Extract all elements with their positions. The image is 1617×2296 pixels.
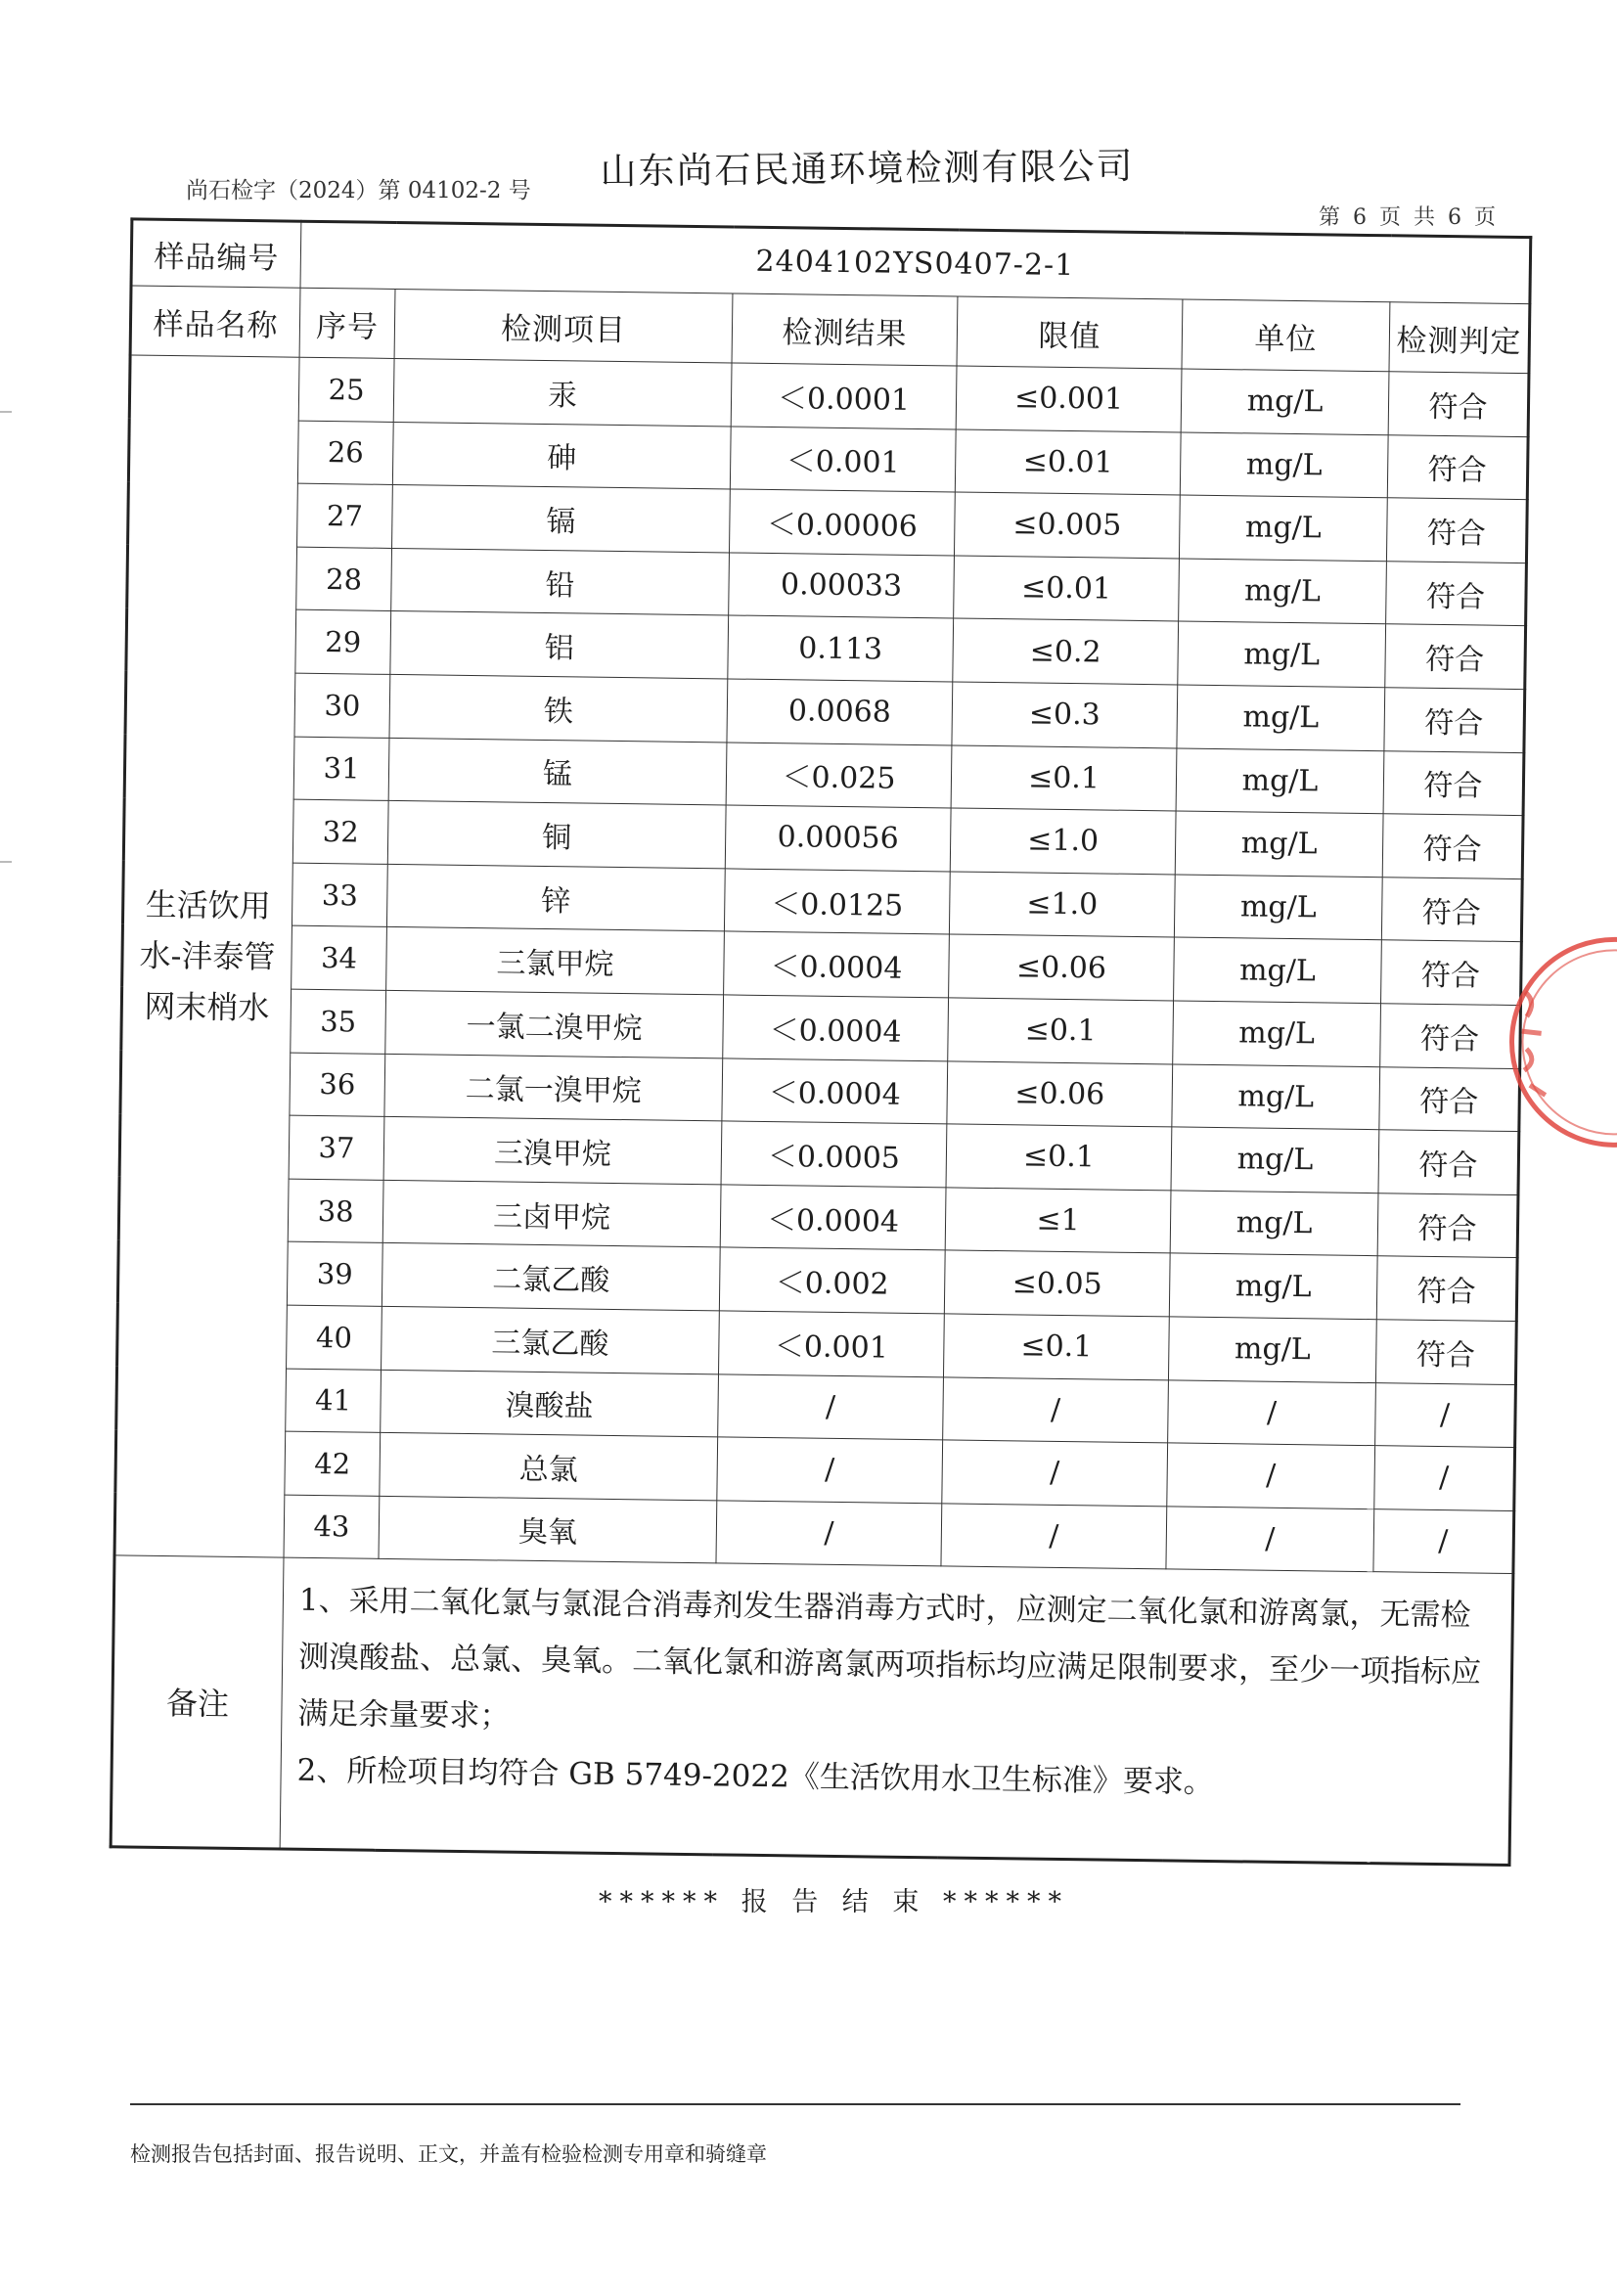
judgement-header: 检测判定 (1389, 302, 1530, 374)
seq-cell: 41 (286, 1369, 382, 1433)
limit-cell: ≤0.06 (949, 934, 1175, 1001)
result-cell: / (717, 1437, 943, 1504)
remarks-label: 备注 (111, 1555, 284, 1849)
sample-name-header: 样品名称 (130, 286, 300, 357)
result-cell: ＜0.0004 (720, 1185, 946, 1251)
limit-cell: ≤0.06 (947, 1060, 1173, 1127)
unit-cell: mg/L (1178, 621, 1386, 687)
seq-cell: 29 (295, 610, 391, 675)
limit-cell: ≤0.3 (952, 682, 1178, 748)
item-cell: 砷 (392, 422, 731, 489)
judgement-cell: 符合 (1376, 1256, 1517, 1321)
report-number: 尚石检字（2024）第 04102-2 号 (186, 178, 531, 203)
result-cell: ＜0.0004 (723, 995, 949, 1061)
result-cell: ＜0.001 (719, 1311, 945, 1377)
judgement-cell: 符合 (1378, 1130, 1519, 1194)
limit-cell: ≤0.005 (954, 492, 1180, 559)
judgement-cell: / (1374, 1446, 1515, 1510)
seq-cell: 30 (294, 673, 390, 738)
seq-cell: 38 (288, 1179, 383, 1243)
seq-cell: 31 (293, 737, 389, 801)
result-cell: / (718, 1373, 944, 1440)
limit-cell: ≤0.05 (944, 1250, 1170, 1317)
item-cell: 铝 (390, 611, 729, 679)
result-cell: ＜0.0004 (724, 931, 950, 998)
unit-cell: mg/L (1169, 1253, 1377, 1319)
result-cell: ＜0.0004 (722, 1058, 948, 1124)
unit-cell: mg/L (1179, 495, 1387, 561)
unit-cell: mg/L (1174, 937, 1382, 1003)
unit-cell: mg/L (1174, 875, 1382, 940)
judgement-cell: 符合 (1381, 940, 1522, 1005)
unit-header: 单位 (1182, 299, 1390, 372)
report-end-mark: ****** 报 告 结 束 ****** (599, 1887, 1069, 1917)
judgement-cell: 符合 (1379, 1066, 1520, 1131)
remarks-row (111, 1555, 1513, 1866)
item-cell: 铅 (391, 548, 730, 615)
result-cell: ＜0.0005 (721, 1121, 947, 1188)
result-cell: ＜0.00006 (729, 489, 955, 556)
seq-cell: 42 (285, 1431, 381, 1496)
limit-cell: ≤0.001 (956, 366, 1182, 432)
item-cell: 铁 (389, 674, 728, 742)
seq-header: 序号 (299, 288, 395, 358)
sample-code-label: 样品编号 (131, 219, 301, 288)
unit-cell: / (1166, 1507, 1374, 1572)
seq-cell: 37 (289, 1115, 384, 1180)
seq-cell: 43 (284, 1495, 380, 1559)
limit-cell: ≤0.01 (954, 556, 1180, 622)
item-cell: 锰 (388, 738, 727, 805)
result-cell: 0.113 (728, 615, 954, 682)
seq-cell: 39 (287, 1241, 382, 1306)
unit-cell: mg/L (1176, 748, 1384, 814)
item-cell: 三卤甲烷 (382, 1180, 721, 1247)
seq-cell: 26 (297, 421, 393, 485)
item-header: 检测项目 (394, 289, 733, 363)
result-cell: ＜0.0001 (731, 363, 957, 429)
seq-cell: 35 (291, 989, 386, 1054)
result-cell: ＜0.025 (726, 743, 952, 809)
seq-cell: 33 (292, 863, 387, 927)
seq-cell: 32 (292, 799, 388, 864)
unit-cell: mg/L (1180, 432, 1388, 498)
limit-cell: ≤0.2 (953, 618, 1179, 685)
item-cell: 锌 (386, 864, 725, 931)
unit-cell: / (1167, 1443, 1375, 1508)
page-indicator: 第 6 页 共 6 页 (1319, 205, 1496, 230)
item-cell: 镉 (392, 485, 731, 553)
result-cell: 0.00056 (725, 805, 951, 872)
result-cell: 0.00033 (729, 553, 955, 619)
result-cell: / (716, 1501, 942, 1567)
limit-cell: ≤0.1 (951, 745, 1177, 812)
limit-cell: / (941, 1504, 1167, 1570)
unit-cell: mg/L (1170, 1191, 1378, 1256)
unit-cell: mg/L (1179, 559, 1387, 624)
judgement-cell: 符合 (1386, 562, 1527, 626)
limit-cell: / (943, 1376, 1169, 1443)
footer-note: 检测报告包括封面、报告说明、正文，并盖有检验检测专用章和骑缝章 (130, 2142, 767, 2166)
remarks-content (280, 1557, 1513, 1865)
sample-name-cell: 生活饮用水-沣泰管网末梢水 (114, 355, 299, 1557)
limit-cell: ≤0.1 (943, 1314, 1169, 1380)
seq-cell: 36 (290, 1053, 385, 1117)
judgement-cell: 符合 (1383, 750, 1524, 815)
unit-cell: mg/L (1181, 369, 1389, 434)
result-cell: ＜0.002 (719, 1247, 945, 1314)
judgement-cell: / (1375, 1382, 1516, 1447)
seq-cell: 27 (297, 483, 393, 548)
unit-cell: mg/L (1171, 1127, 1379, 1193)
limit-cell: ≤1 (945, 1188, 1171, 1254)
judgement-cell: 符合 (1377, 1193, 1518, 1257)
unit-cell: mg/L (1173, 1001, 1381, 1066)
item-cell: 一氯二溴甲烷 (385, 990, 724, 1058)
unit-cell: mg/L (1175, 811, 1383, 877)
sample-code-value: 2404102YS0407-2-1 (300, 221, 1531, 303)
seq-cell: 40 (287, 1305, 382, 1370)
unit-cell: mg/L (1172, 1063, 1380, 1129)
official-seal-stamp (1496, 923, 1617, 1160)
limit-cell: ≤0.1 (948, 998, 1174, 1064)
judgement-cell: 符合 (1387, 434, 1528, 499)
item-cell: 总氯 (380, 1432, 718, 1500)
limit-cell: / (942, 1440, 1168, 1507)
result-header: 检测结果 (732, 293, 958, 366)
item-cell: 二氯乙酸 (382, 1243, 720, 1311)
remark-item: 1、采用二氧化氯与氯混合消毒剂发生器消毒方式时，应测定二氧化氯和游离氯，无需检测溴酸盐、总氯、臭氧。二氧化氯和游离氯两项指标均应满足限制要求，至少一项指标应满足余量要求； (297, 1583, 1482, 1734)
judgement-cell: 符合 (1381, 877, 1522, 941)
item-cell: 二氯一溴甲烷 (384, 1054, 723, 1121)
seq-cell: 28 (296, 547, 392, 611)
judgement-cell: / (1373, 1508, 1514, 1573)
judgement-cell: 符合 (1388, 372, 1529, 436)
seq-cell: 34 (292, 925, 387, 990)
unit-cell: mg/L (1168, 1317, 1376, 1382)
company-name: 山东尚石民通环境检测有限公司 (600, 145, 1135, 193)
unit-cell: / (1168, 1379, 1376, 1445)
result-cell: ＜0.001 (730, 427, 956, 493)
limit-header: 限值 (957, 296, 1183, 369)
item-cell: 溴酸盐 (381, 1370, 719, 1437)
item-cell: 三氯乙酸 (382, 1306, 720, 1373)
item-cell: 汞 (393, 358, 732, 426)
item-cell: 臭氧 (379, 1496, 717, 1563)
judgement-cell: 符合 (1384, 688, 1525, 752)
limit-cell: ≤0.1 (946, 1124, 1172, 1191)
judgement-cell: 符合 (1380, 1004, 1521, 1068)
judgement-cell: 符合 (1382, 814, 1523, 878)
judgement-cell: 符合 (1375, 1320, 1516, 1384)
remark-item: 2、所检项目均符合 GB 5749-2022《生活饮用水卫生标准》要求。 (296, 1753, 1215, 1801)
limit-cell: ≤1.0 (950, 808, 1176, 875)
result-cell: ＜0.0125 (724, 869, 950, 935)
limit-cell: ≤1.0 (949, 872, 1175, 938)
item-cell: 三氯甲烷 (386, 927, 725, 995)
unit-cell: mg/L (1177, 685, 1385, 750)
seq-cell: 25 (298, 357, 394, 422)
footer-divider (130, 2103, 1460, 2105)
item-cell: 三溴甲烷 (383, 1117, 722, 1185)
judgement-cell: 符合 (1385, 624, 1526, 689)
result-cell: 0.0068 (727, 679, 953, 745)
item-cell: 铜 (387, 801, 726, 869)
judgement-cell: 符合 (1386, 498, 1527, 563)
results-table (110, 217, 1533, 1867)
limit-cell: ≤0.01 (955, 429, 1181, 496)
